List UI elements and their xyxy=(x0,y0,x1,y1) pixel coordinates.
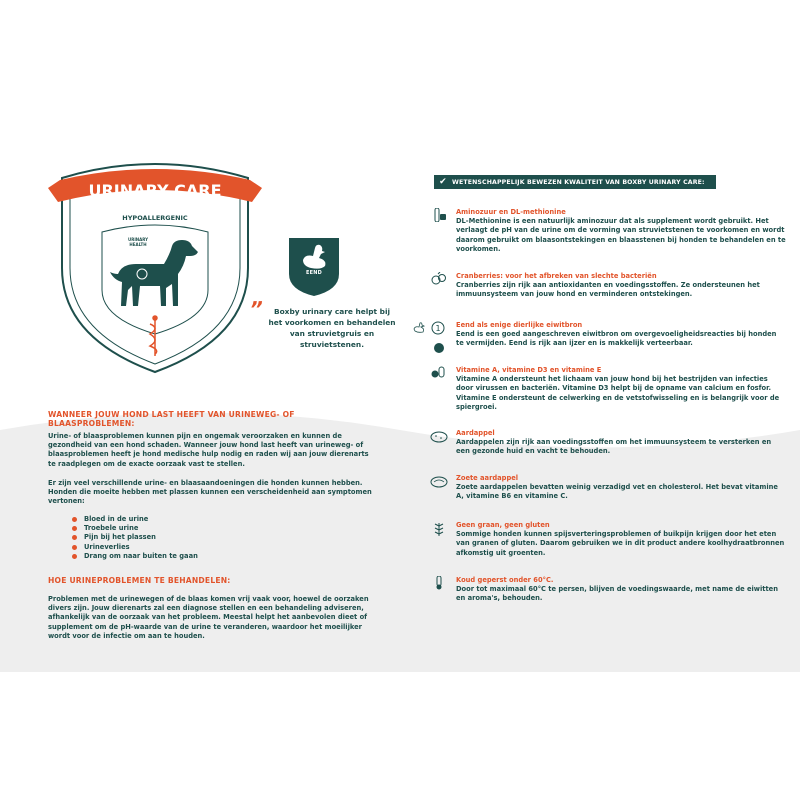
feature-item: Eend als enige dierlijke eiwitbron Eend is een goed aangeschreven eiwitbron om overgevoeligheidsreacties bij honden te vermijden. Eend is rijk aan ijzer en is makkelijk verteerbaar. xyxy=(456,321,777,348)
intro-paragraph: Urine- of blaasproblemen kunnen pijn en ongemak veroorzaken en kunnen de gezondheid van een hond schaden. Wanneer jouw hond last heeft van urineweg- of blaasproblemen heeft je hond medische hulp nodig en raden wij aan jouw dierenarts te raadplegen om de exacte oorzaak vast te stellen. xyxy=(48,432,369,468)
list-item: Drang om naar buiten te gaan xyxy=(72,552,198,561)
test-tube-icon xyxy=(430,208,448,222)
feature-item: Koud geperst onder 60°C. Door tot maximaal 60°C te persen, blijven de voedingswaarde, met name de eiwitten en aroma's, behouden. xyxy=(456,576,778,603)
quote-text: Boxby urinary care helpt bij het voorkomen en behandelen van struvietgruis en struvietstenen. xyxy=(268,307,396,349)
heading-treatment: HOE URINEPROBLEMEN TE BEHANDELEN: xyxy=(48,576,231,585)
feature-item: Aardappel Aardappelen zijn rijk aan voedingsstoffen om het immuunsysteem te versterken en een gezonde huid en vacht te behouden. xyxy=(456,429,772,456)
sweet-potato-icon xyxy=(430,475,448,489)
duck-protein-badge xyxy=(285,234,343,298)
icon-number: 1 xyxy=(435,324,441,333)
feature-item: Zoete aardappel Zoete aardappelen bevatten weinig verzadigd vet en cholesterol. Het bevat vitamine A, vitamine B6 en vitamine C. xyxy=(456,474,778,501)
list-item: Troebele urine xyxy=(72,524,198,533)
cranberry-icon xyxy=(430,272,448,286)
symptom-list xyxy=(72,515,198,561)
treatment-paragraph: Problemen met de urinewegen of de blaas komen vrij vaak voor, hoewel de oorzaken divers zijn. Jouw dierenarts zal een diagnose stellen en een behandeling adviseren, afhankelijk van de oorzaak van het probleem. Meestal helpt het aanbevolen dieet of supplement om de pH-waarde van de urine te veranderen, waardoor het moeilijker wordt voor de infectie om aan te houden. xyxy=(48,595,369,640)
heading-urinary-problems: WANNEER JOUW HOND LAST HEEFT VAN URINEWEG- OF BLAASPROBLEMEN: xyxy=(48,410,295,429)
list-item: Bloed in de urine xyxy=(72,515,198,524)
health-label-2: HEALTH xyxy=(129,242,147,247)
urinary-care-shield xyxy=(40,150,270,380)
health-label-1: URINARY xyxy=(127,237,149,242)
duck-one-icon xyxy=(412,321,448,335)
grain-free-icon xyxy=(430,522,448,536)
shield-title: URINARY CARE xyxy=(88,181,222,200)
banner-text: WETENSCHAPPELIJK BEWEZEN KWALITEIT VAN BOXBY URINARY CARE: xyxy=(452,179,705,186)
quality-banner xyxy=(434,175,716,189)
feature-item: Aminozuur en DL-methionine DL-Methionine is een natuurlijk aminozuur dat als supplement wordt gebruikt. Het verlaagt de pH van de urine om de vorming van struvietstenen te voorkomen en wordt daarom gebruikt om blaasontstekingen en blaasstenen bij honden te behandelen en te voorkomen. xyxy=(456,208,786,253)
capsule-icon xyxy=(430,365,448,379)
thermometer-icon xyxy=(430,576,448,590)
quote-mark: „ xyxy=(252,286,265,310)
potato-icon xyxy=(430,430,448,444)
disorders-paragraph: Er zijn veel verschillende urine- en blaasaandoeningen die honden kunnen hebben. Honden die moeite hebben met plassen kunnen een verscheidenheid aan symptomen vertonen: xyxy=(48,479,372,506)
shield-subtitle: HYPOALLERGENIC xyxy=(122,214,188,222)
leaf-icon xyxy=(430,341,448,355)
feature-item: Geen graan, geen gluten Sommige honden kunnen spijsverteringsproblemen of buikpijn krijgen door het eten van granen of gluten. Daarom gebruiken we in dit product andere koolhydraatbronnen afkomstig uit groenten. xyxy=(456,521,785,557)
feature-item: Vitamine A, vitamine D3 en vitamine E Vitamine A ondersteunt het lichaam van jouw hond bij het bestrijden van infecties door virussen en bacteriën. Vitamine D3 helpt bij de opname van calcium en fosfor. Vitamine E ondersteunt de celwerking en de vetstofwisseling en is belangrijk voor de spiergroei. xyxy=(456,366,780,411)
eend-label: EEND xyxy=(306,270,322,276)
check-icon: ✔ xyxy=(439,177,447,187)
list-item: Urineverlies xyxy=(72,543,198,552)
list-item: Pijn bij het plassen xyxy=(72,533,198,542)
feature-item: Cranberries: voor het afbreken van slechte bacteriën Cranberries zijn rijk aan antioxidanten en voedingsstoffen. Ze ondersteunen het immuunsysteem van jouw hond en verminderen ontstekingen. xyxy=(456,272,760,299)
